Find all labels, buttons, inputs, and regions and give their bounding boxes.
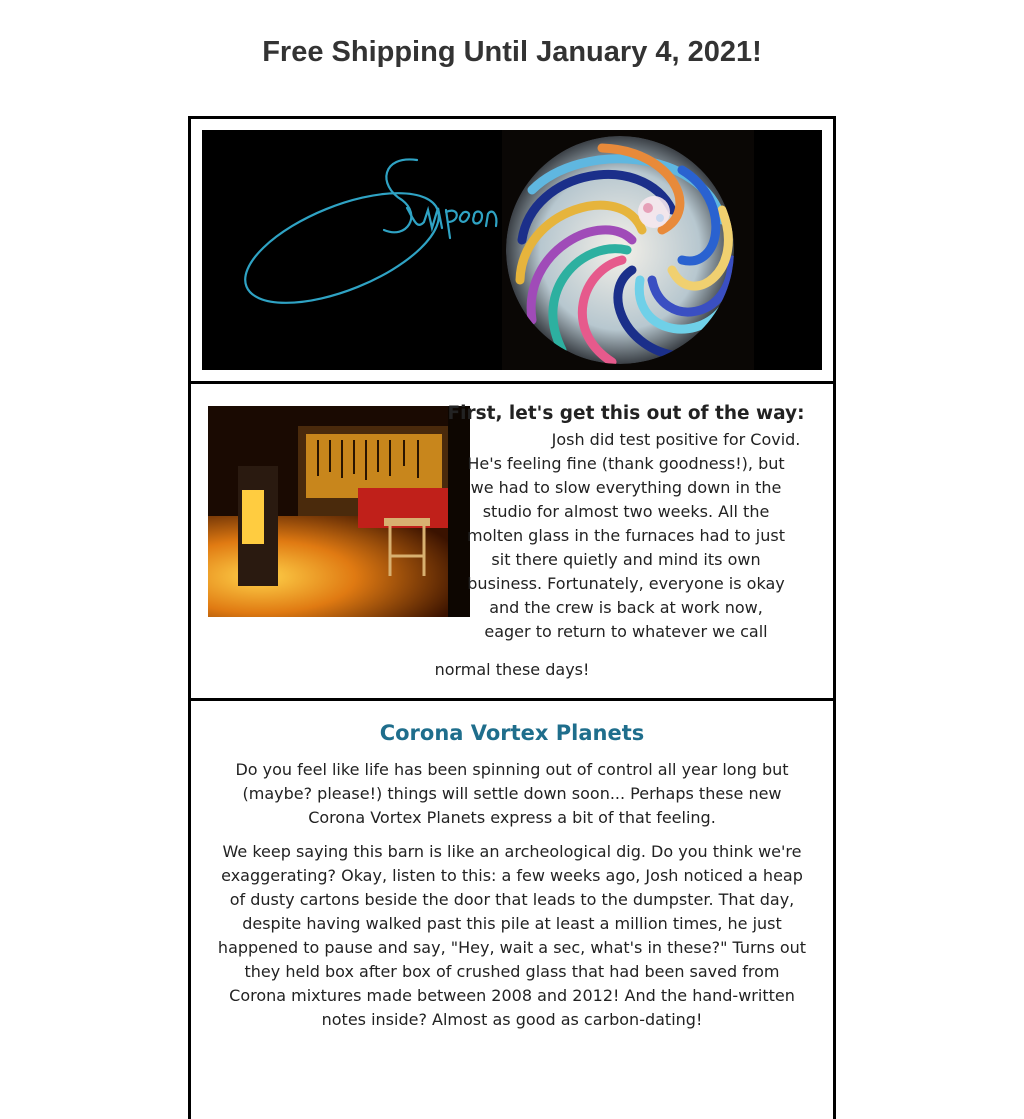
- paragraph-line: Do you feel like life has been spinning out of control all year long but: [235, 760, 789, 779]
- simpson-logo-artwork: [202, 130, 822, 370]
- header-image[interactable]: [202, 130, 822, 370]
- paragraph-line: of dusty cartons beside the door that leads to the dumpster. That day,: [229, 890, 795, 909]
- intro-line: studio for almost two weeks. All the: [482, 502, 770, 521]
- paragraph-line: (maybe? please!) things will settle down soon... Perhaps these new: [242, 784, 782, 803]
- intro-line: we had to slow everything down in the: [470, 478, 782, 497]
- paragraph-line: Corona mixtures made between 2008 and 2012! And the hand-written: [229, 986, 795, 1005]
- paragraph-line: they held box after box of crushed glass that had been saved from: [244, 962, 780, 981]
- section-title: Corona Vortex Planets: [379, 721, 645, 745]
- intro-line: eager to return to whatever we call: [484, 622, 768, 641]
- paragraph-line: despite having walked past this pile at least a million times, he just: [242, 914, 782, 933]
- intro-line: business. Fortunately, everyone is okay: [467, 574, 785, 593]
- intro-line: Josh did test positive for Covid.: [551, 430, 801, 449]
- paragraph-line: exaggerating? Okay, listen to this: a few weeks ago, Josh noticed a heap: [221, 866, 803, 885]
- covid-update-section: [191, 384, 833, 701]
- paragraph-line: happened to pause and say, "Hey, wait a sec, what's in these?" Turns out: [217, 938, 807, 957]
- intro-line: and the crew is back at work now,: [489, 598, 763, 617]
- intro-line: He's feeling fine (thank goodness!), but: [467, 454, 785, 473]
- intro-body: [431, 428, 821, 644]
- intro-line: sit there quietly and mind its own: [491, 550, 761, 569]
- paragraph-line: notes inside? Almost as good as carbon-dating!: [321, 1010, 703, 1029]
- vortex-marble-icon: [506, 136, 734, 364]
- free-shipping-banner: Free Shipping Until January 4, 2021!: [262, 36, 762, 68]
- vortex-intro-paragraph: [191, 758, 833, 830]
- barn-story-paragraph: [191, 840, 833, 1032]
- paragraph-line: We keep saying this barn is like an archeological dig. Do you think we're: [222, 842, 802, 861]
- intro-line: molten glass in the furnaces had to just: [467, 526, 785, 545]
- intro-tail: normal these days!: [434, 660, 590, 679]
- intro-paragraph: [431, 402, 821, 426]
- paragraph-line: Corona Vortex Planets express a bit of that feeling.: [308, 808, 716, 827]
- intro-lead: First, let's get this out of the way:: [447, 403, 805, 424]
- header-section: [191, 119, 833, 384]
- newsletter-frame: [188, 116, 836, 1119]
